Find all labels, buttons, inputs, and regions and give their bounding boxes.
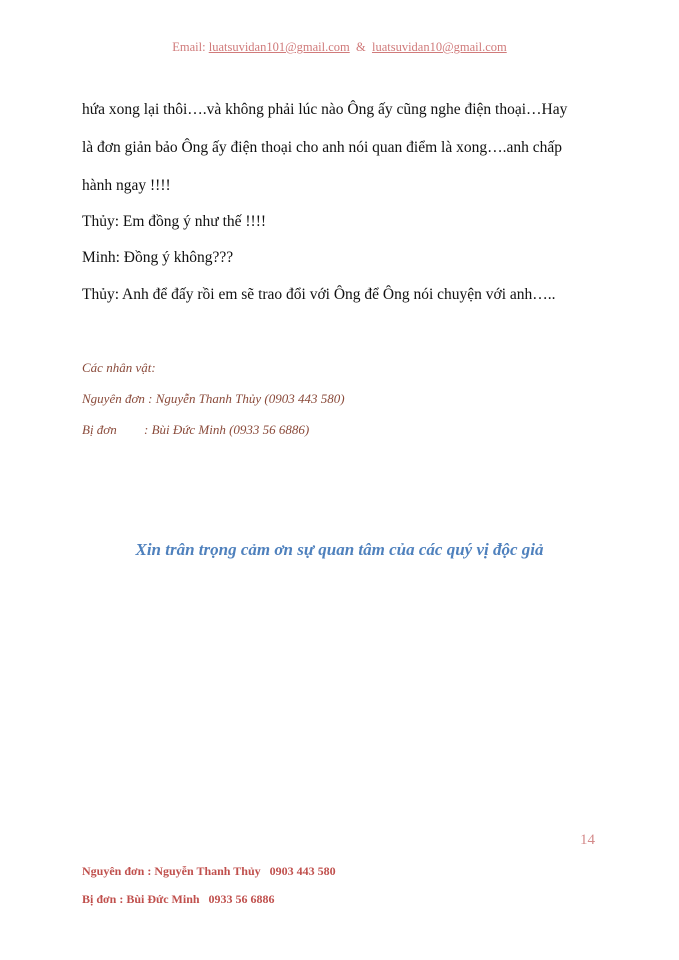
footer-defendant: Bị đơn : Bùi Đức Minh 0933 56 6886	[82, 892, 275, 906]
email-separator: &	[355, 40, 366, 54]
dialogue-line: hành ngay !!!!	[82, 177, 171, 194]
dialogue-line: là đơn giản bảo Ông ấy điện thoại cho anh nói quan điểm là xong….anh chấp	[82, 139, 562, 156]
plaintiff-entry	[82, 391, 345, 407]
dialogue-line: Minh: Đồng ý không???	[82, 249, 234, 266]
email-link-2[interactable]: luatsuvidan10@gmail.com	[371, 40, 507, 54]
defendant-value: : Bùi Đức Minh (0933 56 6886)	[144, 422, 310, 437]
characters-heading: Các nhân vật:	[82, 360, 156, 375]
defendant-label: Bị đơn	[82, 422, 117, 437]
page-number: 14	[580, 832, 595, 848]
email-link-1[interactable]: luatsuvidan101@gmail.com	[208, 40, 350, 54]
thank-you-message: Xin trân trọng cảm ơn sự quan tâm của các quý vị độc giả	[135, 540, 544, 559]
page-header	[0, 40, 679, 55]
footer-plaintiff: Nguyên đơn : Nguyễn Thanh Thủy 0903 443 580	[82, 864, 336, 878]
dialogue-line: hứa xong lại thôi….và không phải lúc nào Ông ấy cũng nghe điện thoại…Hay	[82, 101, 568, 118]
email-prefix: Email:	[172, 40, 206, 54]
dialogue-line: Thủy: Anh để đấy rồi em sẽ trao đổi với Ông để Ông nói chuyện với anh…..	[82, 286, 556, 303]
defendant-entry	[82, 422, 309, 438]
dialogue-line: Thủy: Em đồng ý như thế !!!!	[82, 213, 267, 230]
plaintiff-value: : Nguyễn Thanh Thủy (0903 443 580)	[148, 391, 345, 406]
plaintiff-label: Nguyên đơn	[82, 391, 145, 406]
